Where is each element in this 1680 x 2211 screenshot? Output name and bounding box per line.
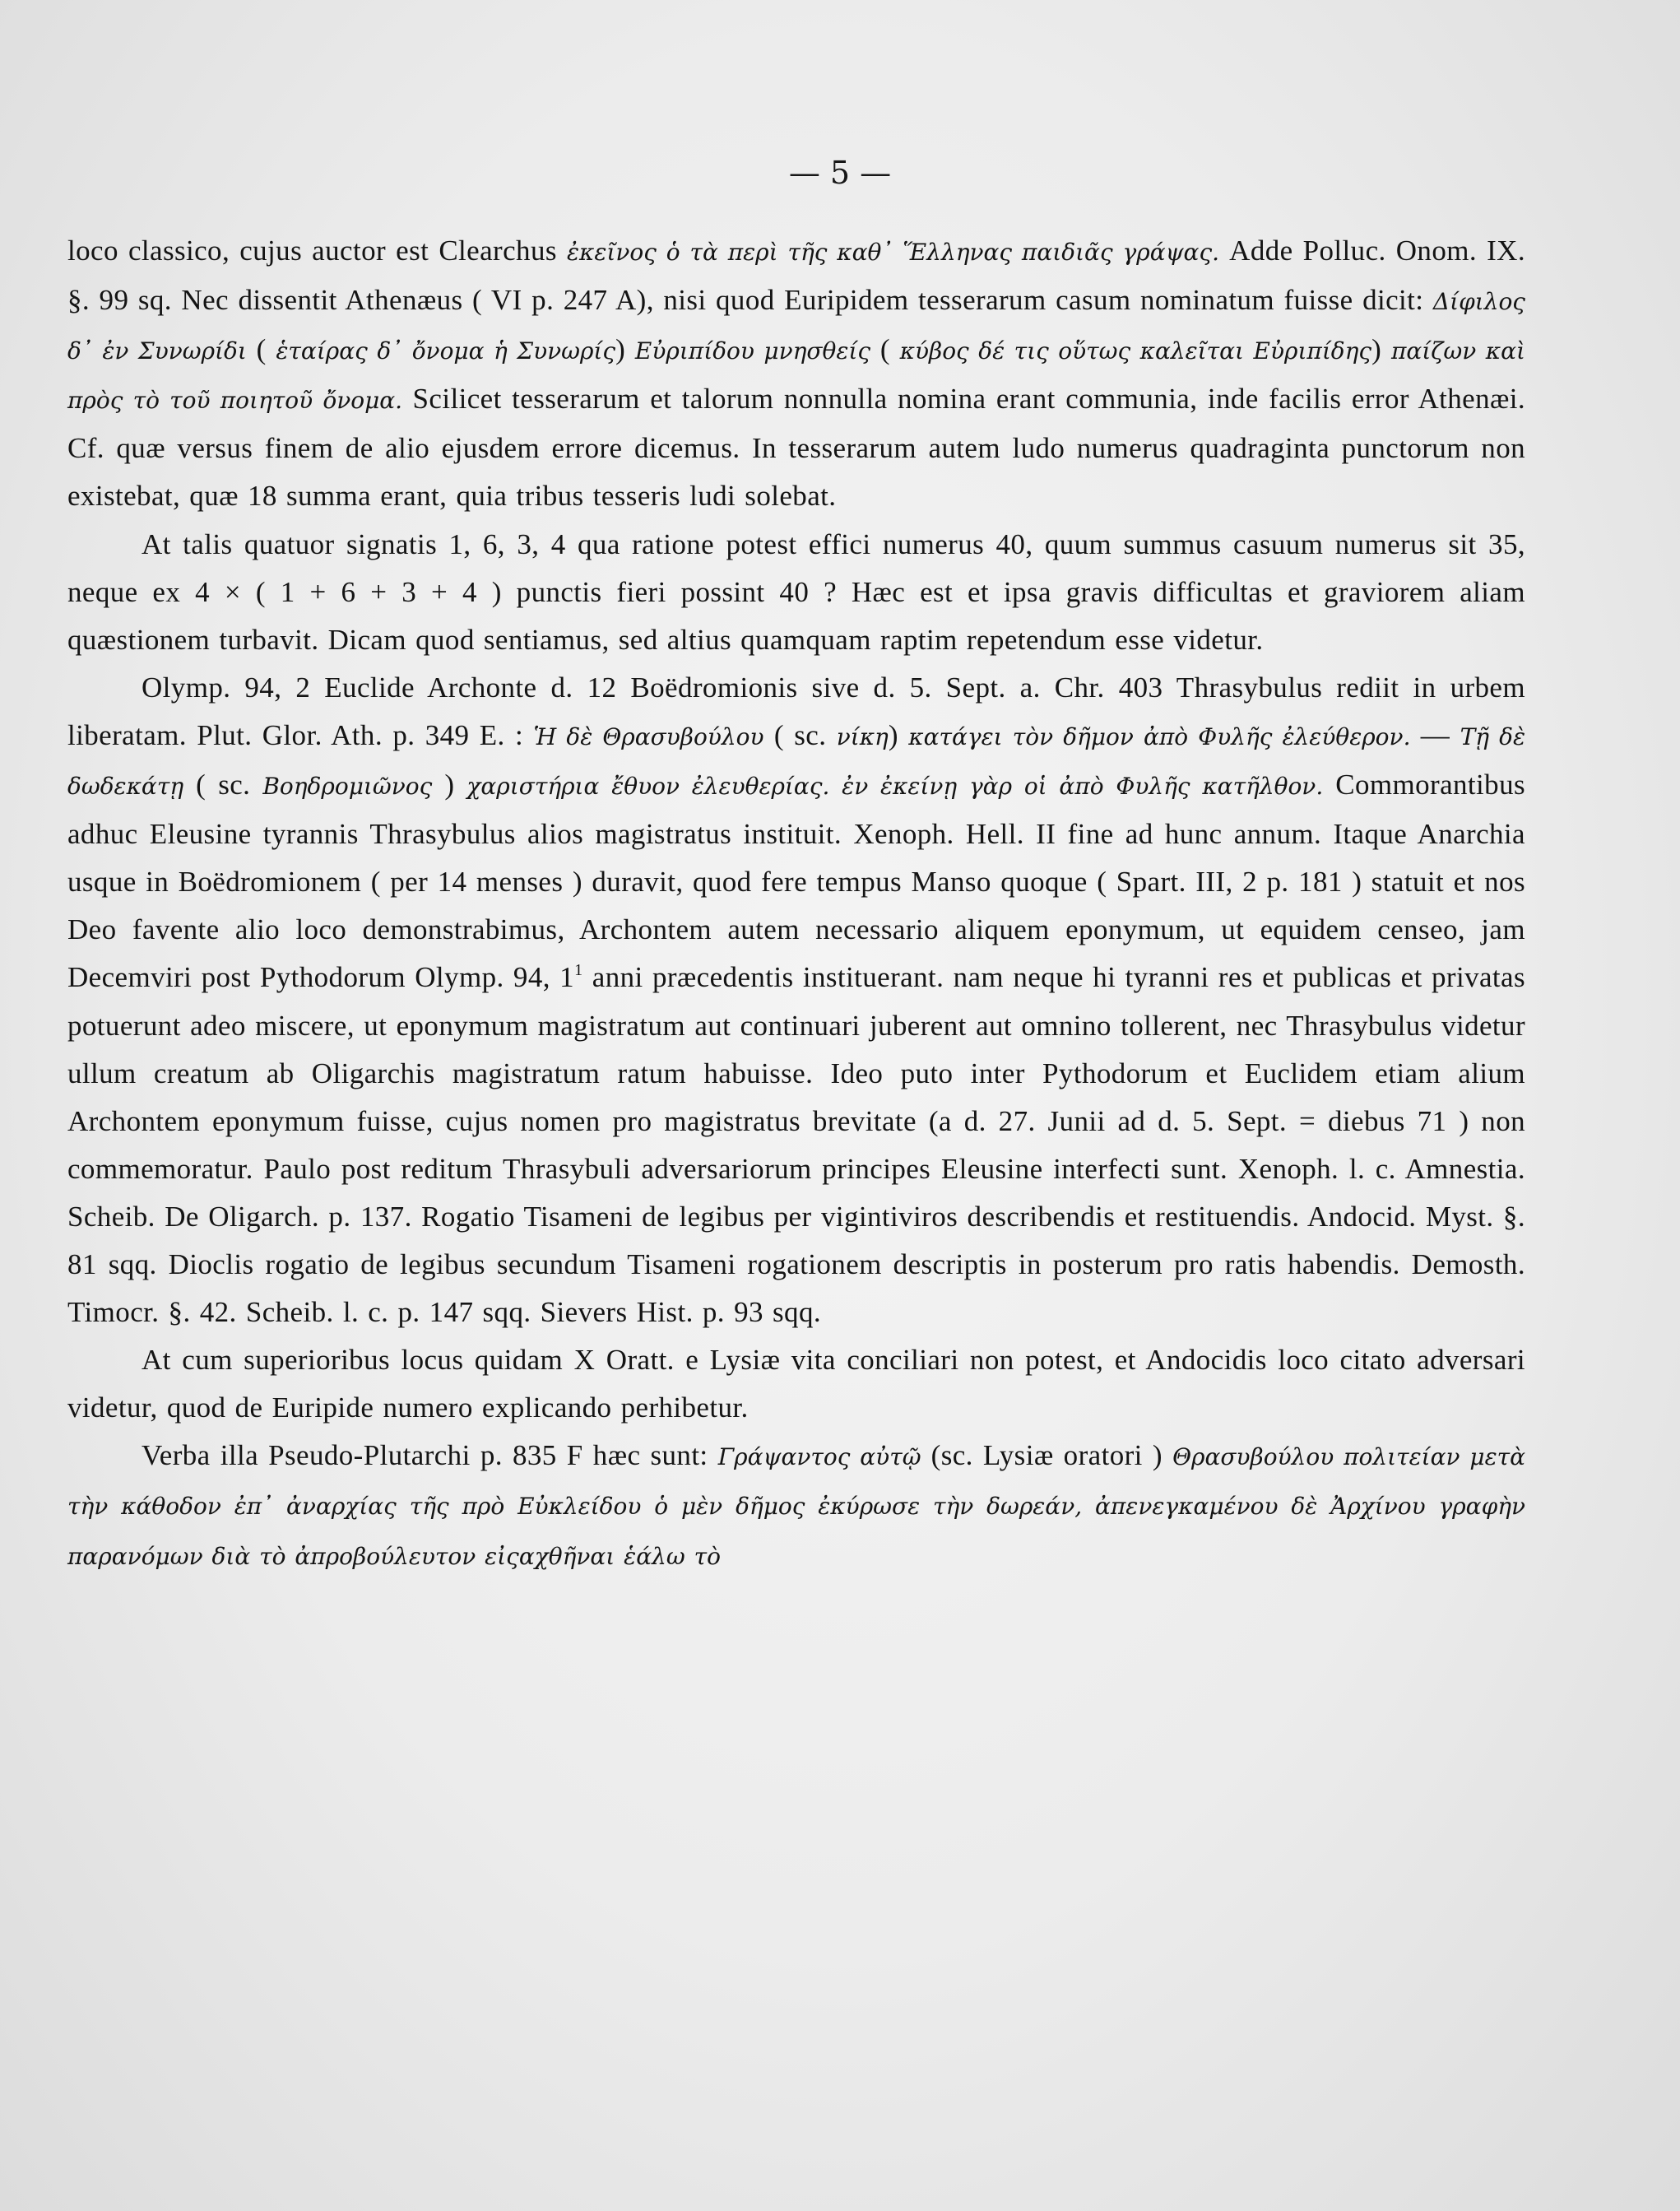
greek-quotation: ἑταίρας δ᾽ ὄνομα ἡ Συνωρίς <box>276 337 616 365</box>
text-run: Olymp. 94, 2 Euclide Archonte d. 12 Boëdromionis sive d. 5. Sept. a. Chr. 403 Thrasybulus rediit in urbem liberatam. Plut. Glor. Ath. p. 349 E. : <box>67 671 1525 751</box>
paragraph <box>67 1432 1525 1580</box>
text-run: ) <box>888 718 909 751</box>
page-number: — 5 — <box>788 155 892 191</box>
paragraph <box>67 521 1525 664</box>
text-run: ( sc. <box>763 718 837 751</box>
greek-quotation: Εὐριπίδου μνησθείς <box>634 337 871 365</box>
greek-quotation: Γράψαντος αὐτῷ <box>717 1443 921 1471</box>
text-run: — <box>1410 718 1460 751</box>
greek-quotation: ἐκεῖνος ὁ τὰ περὶ τῆς καθ᾽ Ἕλληνας παιδιᾶς γράψας. <box>566 239 1220 266</box>
greek-quotation: νίκη <box>836 722 889 750</box>
text-run: anni præcedentis instituerant. nam neque hi tyranni res et publicas et privatas potuerunt adeo miscere, ut eponymum magistratum aut continuari juberent aut omnino tollerent, nec Thrasybulus videtur ullum creatum ab Oligarchis magistratum ratum habuisse. Ideo puto inter Pythodorum et Euclidem etiam alium Archontem eponymum fuisse, cujus nomen pro magistratus brevitate (a d. 27. Junii ad d. 5. Sept. = diebus 71 ) non commemoratur. Paulo post reditum Thrasybuli adversariorum principes Eleusine interfecti sunt. Xenoph. l. c. Amnestia. Scheib. De Oligarch. p. 137. Rogatio Tisameni de legibus per vigintiviros describendis et restituendis. Andocid. Myst. §. 81 sqq. Dioclis rogatio de legibus secundum Tisameni rogationem descriptis in posterum pro ratis habendis. Demosth. Timocr. §. 42. Scheib. l. c. p. 147 sqq. Sievers Hist. p. 93 sqq. <box>67 961 1525 1329</box>
text-run: loco classico, cujus auctor est Clearchus <box>67 235 567 267</box>
text-run: Adde Polluc. Onom. IX. §. 99 sq. Nec dissentit Athenæus ( VI p. 247 A), nisi quod Euripidem tesserarum casum nominatum fuisse dicit: <box>67 235 1525 317</box>
text-run: (sc. Lysiæ oratori ) <box>921 1439 1173 1472</box>
greek-quotation: Βοηδρομιῶνος <box>262 773 433 801</box>
text-run: ) <box>432 769 467 801</box>
text-run: Commorantibus adhuc Eleusine tyrannis Thrasybulus alios magistratus instituit. Xenoph. Hell. II fine ad hunc annum. Itaque Anarchia usque in Boëdromionem ( per 14 menses ) duravit, quod fere tempus Manso quoque ( Spart. III, 2 p. 181 ) statuit et nos Deo favente alio loco demonstrabimus, Archontem autem necessario aliquem eponymum, ut equidem censeo, jam Decemviri post Pythodorum Olymp. 94, 1 <box>67 769 1526 994</box>
greek-quotation: κύβος δέ τις οὕτως καλεῖται Εὐριπίδης <box>899 337 1372 365</box>
greek-quotation: Δίφιλος δ᾽ ἐν Συνωρίδι <box>67 288 1525 365</box>
paragraph <box>67 1336 1525 1432</box>
text-run: ( sc. <box>183 769 263 801</box>
paragraph <box>67 227 1525 521</box>
text-run: ( <box>870 333 900 366</box>
paragraph <box>67 664 1525 1336</box>
greek-quotation: παίζων καὶ πρὸς τὸ τοῦ ποιητοῦ ὄνομα. <box>67 337 1525 415</box>
text-run: Scilicet tesserarum et talorum nonnulla nomina erant communia, inde facilis error Athenæi. Cf. quæ versus finem de alio ejusdem errore dicemus. In tesserarum autem ludo numerus quadraginta punctorum non existebat, quæ 18 summa erant, quia tribus tesseris ludi solebat. <box>67 383 1525 513</box>
greek-quotation: κατάγει τὸν δῆμον ἀπὸ Φυλῆς ἐλεύθερον. <box>908 722 1411 750</box>
text-run: Verba illa Pseudo-Plutarchi p. 835 F hæc sunt: <box>142 1439 718 1472</box>
body-text <box>67 227 1525 1581</box>
superscript: 1 <box>574 961 583 980</box>
text-run: ) <box>615 333 635 366</box>
text-run: ) <box>1371 333 1391 366</box>
greek-quotation: Θρασυβούλου πολιτείαν μετὰ τὴν κάθοδον ἐπ᾽ ἀναρχίας τῆς πρὸ Εὐκλείδου ὁ μὲν δῆμος ἐκύρωσε τὴν δωρεάν, ἀπενεγκαμένου δὲ Ἀρχίνου γραφὴν παρανόμων διὰ τὸ ἀπροβούλευτον εἰςαχθῆναι ἑάλω τὸ <box>67 1443 1525 1570</box>
text-run: At talis quatuor signatis 1, 6, 3, 4 qua ratione potest effici numerus 40, quum summus casuum numerus sit 35, neque ex 4 × ( 1 + 6 + 3 + 4 ) punctis fieri possint 40 ? Hæc est et ipsa gravis difficultas et graviorem aliam quæstionem turbavit. Dicam quod sentiamus, sed altius quamquam raptim repetendum esse videtur. <box>67 527 1525 656</box>
greek-quotation: χαριστήρια ἔθυον ἐλευθερίας. ἐν ἐκείνῃ γὰρ οἱ ἀπὸ Φυλῆς κατῆλθον. <box>466 773 1324 801</box>
text-run: ( <box>246 333 276 366</box>
greek-quotation: Τῇ δὲ δωδεκάτῃ <box>67 722 1525 801</box>
greek-quotation: Ἡ δὲ Θρασυβούλου <box>533 722 764 750</box>
text-run: At cum superioribus locus quidam X Oratt. e Lysiæ vita conciliari non potest, et Andocidis loco citato adversari videtur, quod de Euripide numero explicando perhibetur. <box>67 1344 1525 1424</box>
